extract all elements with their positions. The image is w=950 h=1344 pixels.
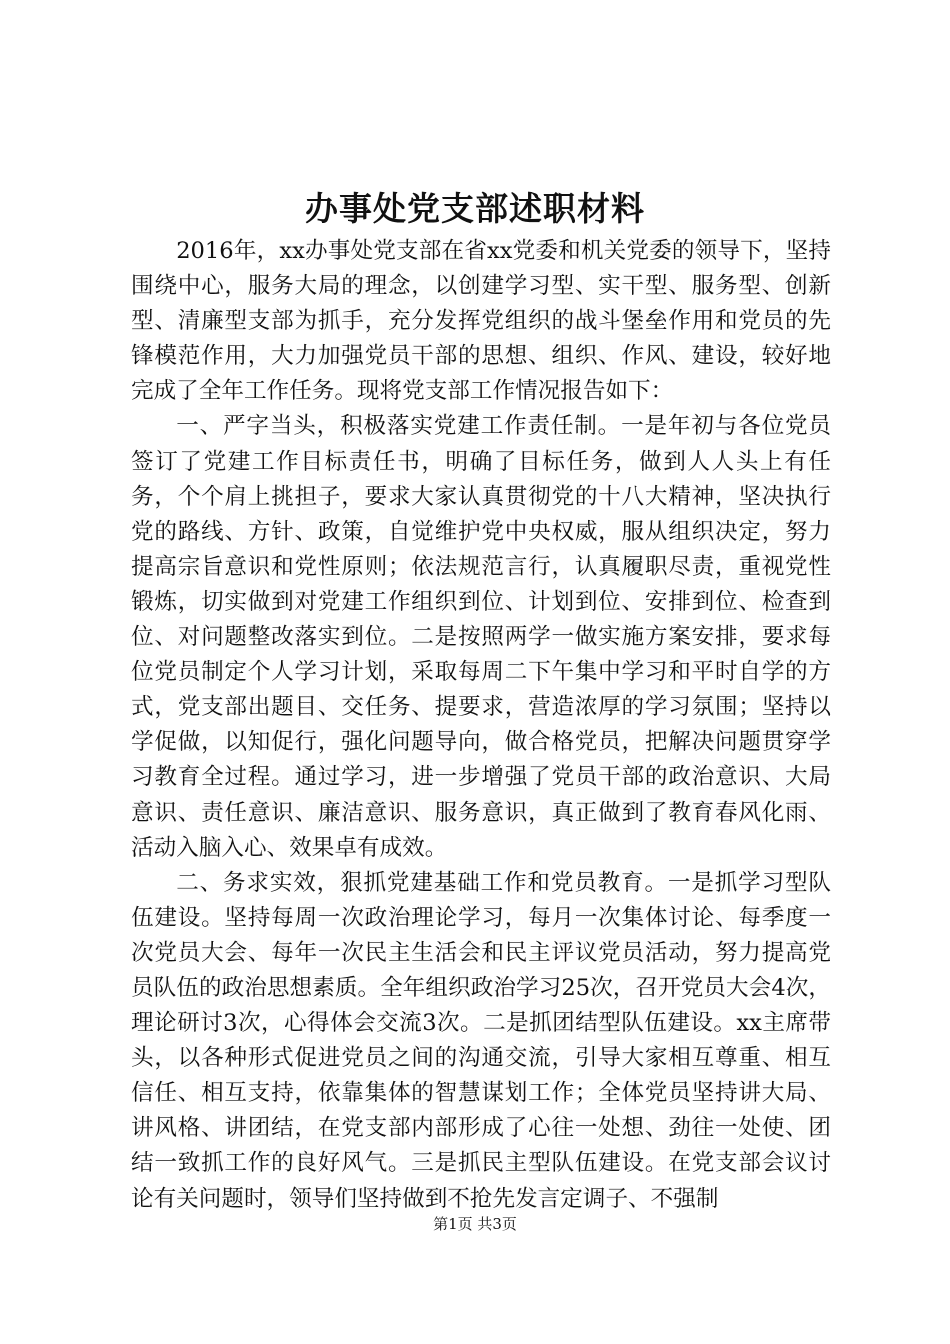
paragraph-intro: 2016年，xx办事处党支部在省xx党委和机关党委的领导下，坚持围绕中心，服务大局的理念，以创建学习型、实干型、服务型、创新型、清廉型支部为抓手，充分发挥党组织的战斗堡垒作用和党员的先锋模范作用，大力加强党员干部的思想、组织、作风、建设，较好地完成了全年工作任务。现将党支部工作情况报告如下：: [131, 238, 831, 405]
document-title: 办事处党支部述职材料: [305, 189, 645, 228]
document-body: [131, 234, 831, 1217]
paragraph-section-one: 一、严字当头，积极落实党建工作责任制。一是年初与各位党员签订了党建工作目标责任书，明确了目标任务，做到人人头上有任务，个个肩上挑担子，要求大家认真贯彻党的十八大精神，坚决执行党的路线、方针、政策，自觉维护党中央权威，服从组织决定，努力提高宗旨意识和党性原则；依法规范言行，认真履职尽责，重视党性锻炼，切实做到对党建工作组织到位、计划到位、安排到位、检查到位、对问题整改落实到位。二是按照两学一做实施方案安排，要求每位党员制定个人学习计划，采取每周二下午集中学习和平时自学的方式，党支部出题目、交任务、提要求，营造浓厚的学习氛围；坚持以学促做，以知促行，强化问题导向，做合格党员，把解决问题贯穿学习教育全过程。通过学习，进一步增强了党员干部的政治意识、大局意识、责任意识、廉洁意识、服务意识，真正做到了教育春风化雨、活动入脑入心、效果卓有成效。: [131, 413, 831, 861]
page-footer: 第1页 共3页: [433, 1215, 517, 1233]
paragraph-section-two: 二、务求实效，狠抓党建基础工作和党员教育。一是抓学习型队伍建设。坚持每周一次政治理论学习，每月一次集体讨论、每季度一次党员大会、每年一次民主生活会和民主评议党员活动，努力提高党员队伍的政治思想素质。全年组织政治学习25次，召开党员大会4次，理论研讨3次，心得体会交流3次。二是抓团结型队伍建设。xx主席带头，以各种形式促进党员之间的沟通交流，引导大家相互尊重、相互信任、相互支持，依靠集体的智慧谋划工作；全体党员坚持讲大局、讲风格、讲团结，在党支部内部形成了心往一处想、劲往一处使、团结一致抓工作的良好风气。三是抓民主型队伍建设。在党支部会议讨论有关问题时，领导们坚持做到不抢先发言定调子、不强制: [131, 869, 831, 1212]
